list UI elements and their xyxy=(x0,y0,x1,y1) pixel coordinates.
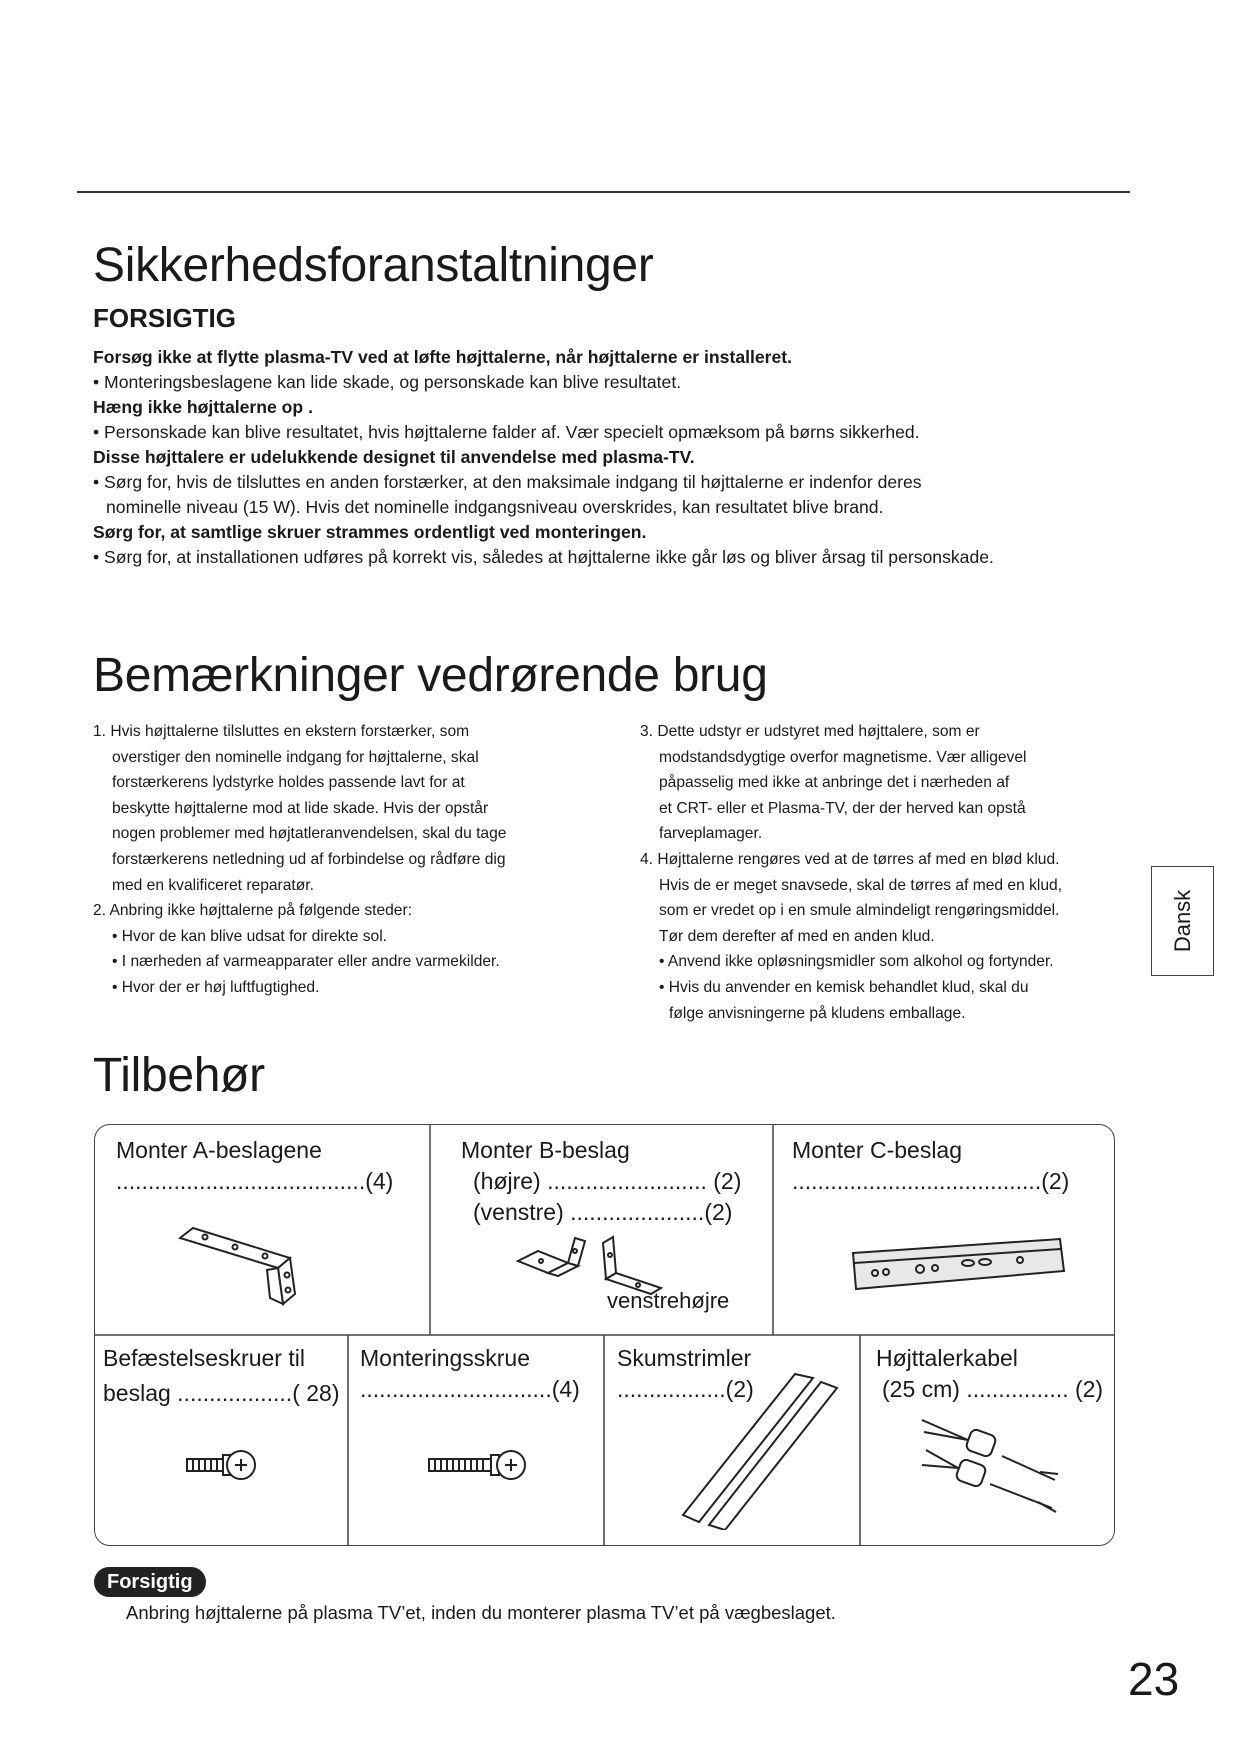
accessory-c-qty: .......................................(2) xyxy=(792,1168,1070,1194)
accessories-table xyxy=(94,1124,1115,1546)
accessory-e-title: Monteringsskrue xyxy=(360,1345,531,1371)
language-tab-label: Dansk xyxy=(1169,889,1195,953)
usage-right-line: Hvis de er meget snavsede, skal de tørres af med en klud, xyxy=(659,876,1063,894)
foam-strips-illustration xyxy=(675,1360,845,1530)
usage-right-line: modstandsdygtige overfor magnetisme. Vær alligevel xyxy=(659,748,1027,766)
usage-left-line: forstærkerens lydstyrke holdes passende lavt for at xyxy=(112,774,465,792)
accessory-b-title: Monter B-beslag xyxy=(461,1137,630,1163)
usage-left-line: nogen problemer med højtatleranvendelsen, skal du tage xyxy=(112,825,507,843)
usage-right-line: 3. Dette udstyr er udstyret med højttalere, som er xyxy=(640,723,980,740)
accessory-a-title: Monter A-beslagene xyxy=(116,1137,322,1163)
usage-left-line: med en kvalificeret reparatør. xyxy=(112,876,314,894)
bracket-c-illustration xyxy=(850,1233,1070,1303)
accessory-d-qty: beslag ..................( 28) xyxy=(103,1380,340,1406)
section-title-usage: Bemærkninger vedrørende brug xyxy=(93,649,768,702)
caution-badge: Forsigtig xyxy=(94,1567,206,1597)
accessory-c xyxy=(792,1135,1069,1197)
usage-left-line: beskytte højttalerne mod at lide skade. Hvis der opstår xyxy=(112,799,489,817)
usage-right-column xyxy=(640,719,1140,1026)
safety-bold-1: Forsøg ikke at flytte plasma-TV ved at løfte højttalerne, når højttalerne er installeret. xyxy=(93,347,793,367)
section-title-safety: Sikkerhedsforanstaltninger xyxy=(93,239,654,292)
accessory-d xyxy=(103,1343,339,1409)
accessory-e xyxy=(360,1343,580,1405)
usage-right-line: følge anvisningerne på kludens emballage. xyxy=(669,1004,966,1022)
usage-left-line: 2. Anbring ikke højttalerne på følgende steder: xyxy=(93,902,412,920)
usage-left-line: • Hvor de kan blive udsat for direkte sol. xyxy=(112,927,388,945)
accessory-c-title: Monter C-beslag xyxy=(792,1137,963,1163)
header-rule xyxy=(77,191,1130,193)
usage-right-line: Tør dem derefter af med en anden klud. xyxy=(659,927,935,945)
caution-heading: FORSIGTIG xyxy=(93,303,236,333)
safety-list xyxy=(93,345,1133,570)
safety-text-2: • Personskade kan blive resultatet, hvis højttalerne falder af. Vær specielt opmæksom på børns sikkerhed. xyxy=(93,422,920,442)
section-title-accessories: Tilbehør xyxy=(93,1049,265,1102)
accessory-b xyxy=(461,1135,741,1228)
safety-text-4: • Sørg for, at installationen udføres på korrekt vis, således at højttalerne ikke går løs og bliver årsag til personskade. xyxy=(93,547,994,567)
screw-small-illustration xyxy=(183,1445,263,1485)
accessory-g-title: Højttalerkabel xyxy=(876,1345,1018,1371)
accessory-d-title: Befæstelseskruer til xyxy=(103,1345,305,1371)
page-number: 23 xyxy=(1128,1653,1180,1705)
language-tab xyxy=(1151,866,1214,976)
usage-right-line: • Anvend ikke opløsningsmidler som alkohol og fortynder. xyxy=(659,953,1054,971)
accessory-a-qty: .......................................(4) xyxy=(116,1168,394,1194)
usage-left-line: • I nærheden af varmeapparater eller andre varmekilder. xyxy=(112,953,500,971)
accessory-g-qty: (25 cm) ................ (2) xyxy=(882,1376,1104,1402)
safety-bold-4: Sørg for, at samtlige skruer strammes ordentligt ved monteringen. xyxy=(93,522,647,542)
safety-bold-2: Hæng ikke højttalerne op . xyxy=(93,397,313,417)
speaker-cable-illustration xyxy=(920,1410,1060,1520)
safety-text-3a: • Sørg for, hvis de tilsluttes en anden forstærker, at den maksimale indgang til højttalerne er indenfor deres xyxy=(93,472,922,492)
usage-left-line: 1. Hvis højttalerne tilsluttes en ekstern forstærker, som xyxy=(93,723,470,740)
usage-right-line: farveplamager. xyxy=(659,825,763,843)
accessory-f-qty: .................(2) xyxy=(617,1376,754,1402)
accessory-b-right: (højre) ......................... (2) xyxy=(473,1168,742,1194)
accessory-f-title: Skumstrimler xyxy=(617,1345,752,1371)
usage-right-line: påpasselig med ikke at anbringe det i nærheden af xyxy=(659,774,1010,792)
usage-left-line: • Hvor der er høj luftfugtighed. xyxy=(112,978,320,996)
usage-right-line: • Hvis du anvender en kemisk behandlet klud, skal du xyxy=(659,978,1029,996)
usage-left-line: forstærkerens netledning ud af forbindelse og rådføre dig xyxy=(112,850,506,868)
accessory-e-qty: ..............................(4) xyxy=(360,1376,580,1402)
usage-right-line: et CRT- eller et Plasma-TV, der der herved kan opstå xyxy=(659,799,1026,817)
bracket-a-illustration xyxy=(175,1210,325,1310)
usage-right-line: 4. Højttalerne rengøres ved at de tørres af med en blød klud. xyxy=(640,850,1060,868)
safety-text-1: • Monteringsbeslagene kan lide skade, og personskade kan blive resultatet. xyxy=(93,372,682,392)
usage-left-line: overstiger den nominelle indgang for højttalerne, skal xyxy=(112,748,479,766)
accessory-g xyxy=(876,1343,1103,1405)
safety-text-3b: nominelle niveau (15 W). Hvis det nominelle indgangsniveau overskrides, kan resultatet blive brand. xyxy=(106,497,884,517)
accessory-a xyxy=(116,1135,393,1197)
caution-text: Anbring højttalerne på plasma TV’et, inden du monterer plasma TV’et på vægbeslaget. xyxy=(126,1602,836,1623)
accessory-b-left: (venstre) .....................(2) xyxy=(473,1199,733,1225)
safety-bold-3: Disse højttalere er udelukkende designet til anvendelse med plasma-TV. xyxy=(93,447,695,467)
screw-long-illustration xyxy=(425,1445,535,1485)
accessory-b-caption: venstrehøjre xyxy=(607,1288,730,1313)
usage-left-column xyxy=(93,719,633,1001)
usage-right-line: som er vredet op i en smule almindeligt rengøringsmiddel. xyxy=(659,902,1060,920)
